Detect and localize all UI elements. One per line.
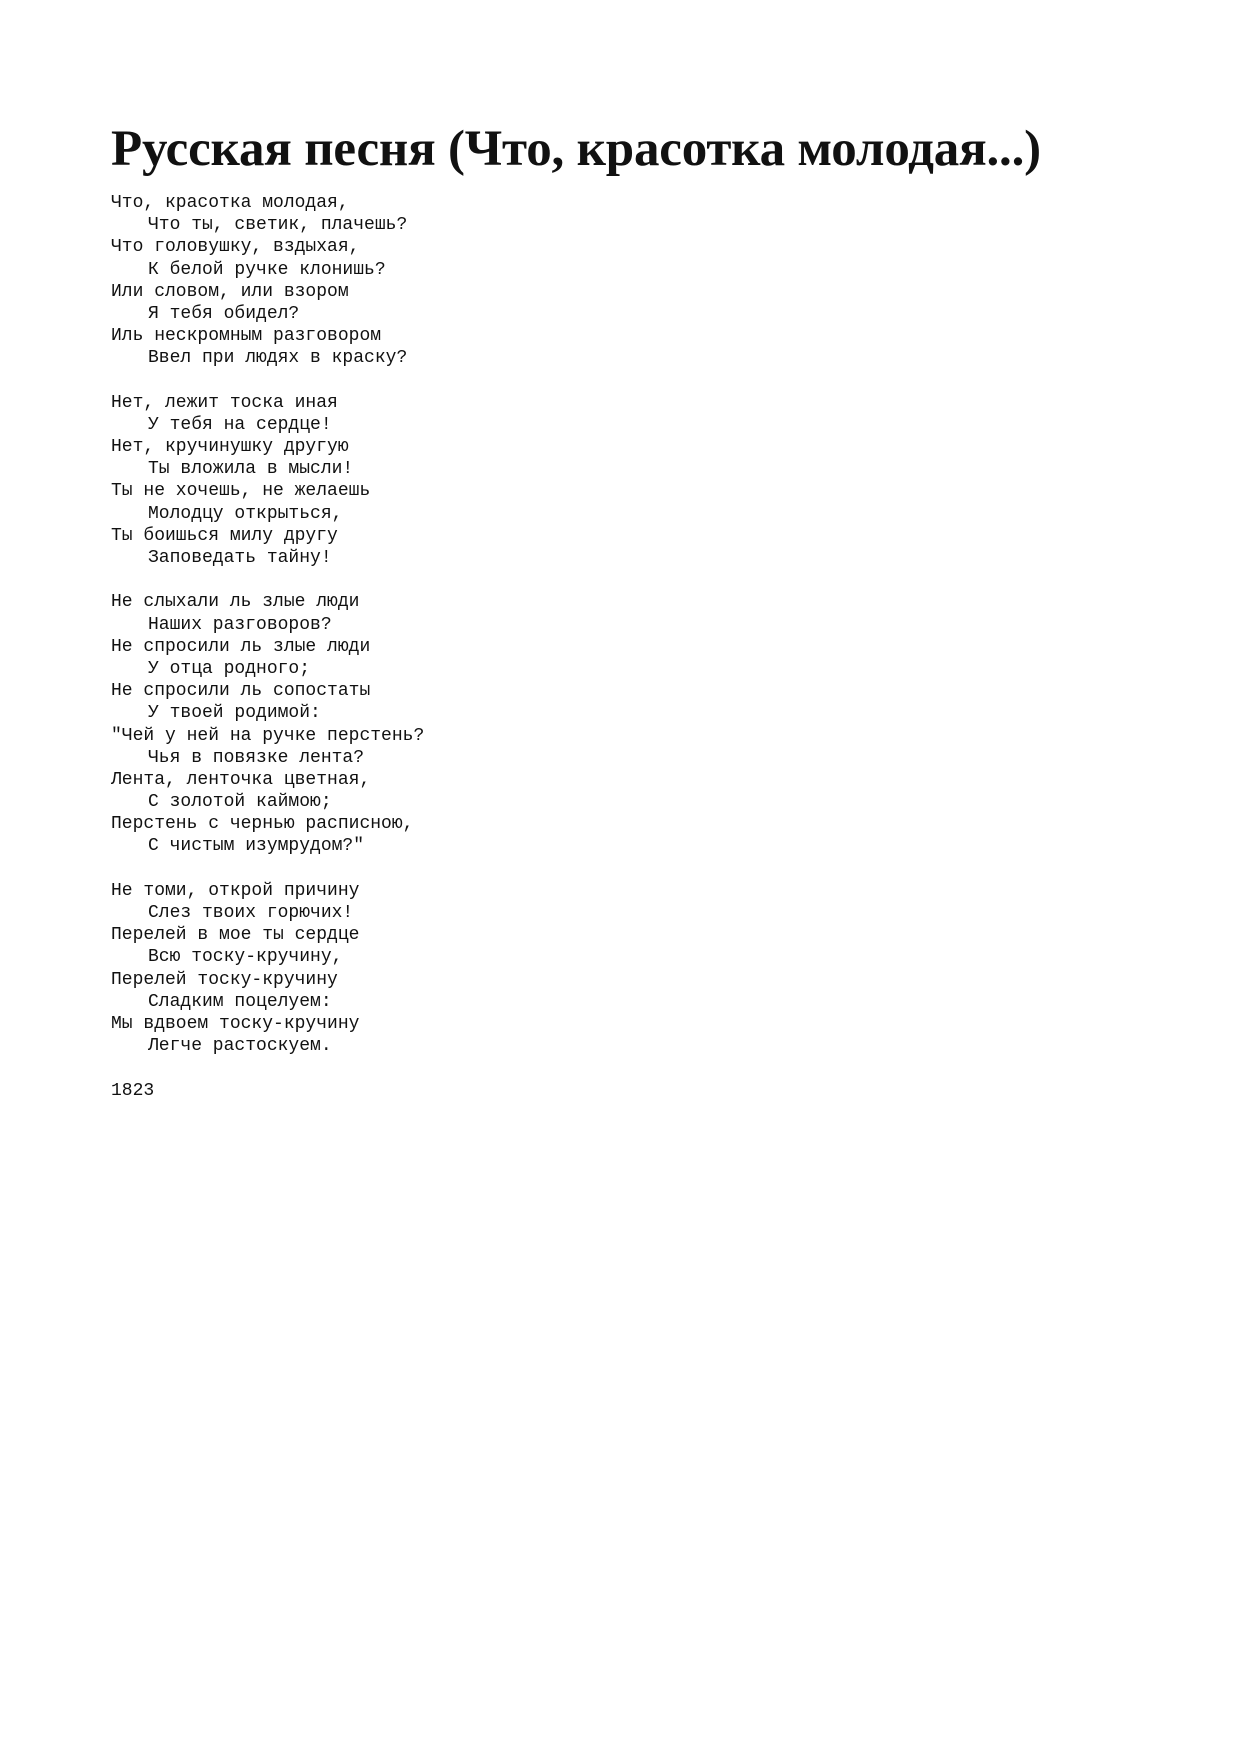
- poem-line: Заповедать тайну!: [148, 548, 332, 568]
- poem-line: У тебя на сердце!: [148, 414, 332, 435]
- poem-line: Ввел при людях в краску?: [148, 348, 408, 369]
- poem-title: Русская песня (Что, красотка молодая...): [111, 121, 1041, 177]
- poem-line: У твоей родимой:: [148, 703, 321, 724]
- poem-line: "Чей у ней на ручке перстень?: [111, 725, 425, 746]
- poem-line: Не слыхали ль злые люди: [111, 592, 360, 613]
- poem-line: Мы вдвоем тоску-кручину: [111, 1013, 360, 1034]
- poem-line: Нет, кручинушку другую: [111, 437, 349, 458]
- document-page: [111, 118, 1151, 1102]
- poem-line: Всю тоску-кручину,: [148, 947, 343, 968]
- poem-stanza: [111, 880, 1151, 1058]
- poem-line: Чья в повязке лента?: [148, 747, 365, 768]
- poem-year: 1823: [111, 1080, 155, 1101]
- poem-stanza: [111, 192, 1151, 370]
- poem-line: Наших разговоров?: [148, 614, 332, 635]
- poem-line: Не томи, открой причину: [111, 880, 360, 901]
- poem-line: С золотой каймою;: [148, 792, 332, 813]
- poem-line: Слез твоих горючих!: [148, 903, 354, 923]
- poem-line: Что головушку, вздыхая,: [111, 237, 360, 258]
- poem-line: У отца родного;: [148, 658, 311, 679]
- poem-line: Я тебя обидел?: [148, 303, 300, 324]
- poem-stanza: [111, 392, 1151, 570]
- poem-line: Перстень с чернью расписною,: [111, 814, 414, 835]
- poem-line: Ты не хочешь, не желаешь: [111, 481, 371, 502]
- poem-line: Что, красотка молодая,: [111, 193, 349, 213]
- poem-line: Легче растоскуем.: [148, 1036, 332, 1057]
- poem-line: Лента, ленточка цветная,: [111, 769, 371, 790]
- poem-line: Не спросили ль злые люди: [111, 636, 371, 657]
- poem-line: Что ты, светик, плачешь?: [148, 215, 408, 236]
- poem-line: Перелей тоску-кручину: [111, 969, 338, 990]
- poem-line: Нет, лежит тоска иная: [111, 392, 338, 413]
- poem-line: Иль нескромным разговором: [111, 326, 382, 347]
- poem-line: Сладким поцелуем:: [148, 991, 332, 1012]
- poem-line: К белой ручке клонишь?: [148, 259, 386, 280]
- poem-line: Молодцу открыться,: [148, 503, 343, 524]
- poem-stanza: [111, 591, 1151, 857]
- poem-line: Перелей в мое ты сердце: [111, 925, 360, 946]
- poem-line: Ты боишься милу другу: [111, 525, 338, 546]
- poem-line: Не спросили ль сопостаты: [111, 681, 371, 702]
- poem-line: С чистым изумрудом?": [148, 836, 365, 857]
- poem-line: Или словом, или взором: [111, 281, 349, 302]
- poem-body: [111, 192, 1151, 1057]
- poem-line: Ты вложила в мысли!: [148, 459, 354, 480]
